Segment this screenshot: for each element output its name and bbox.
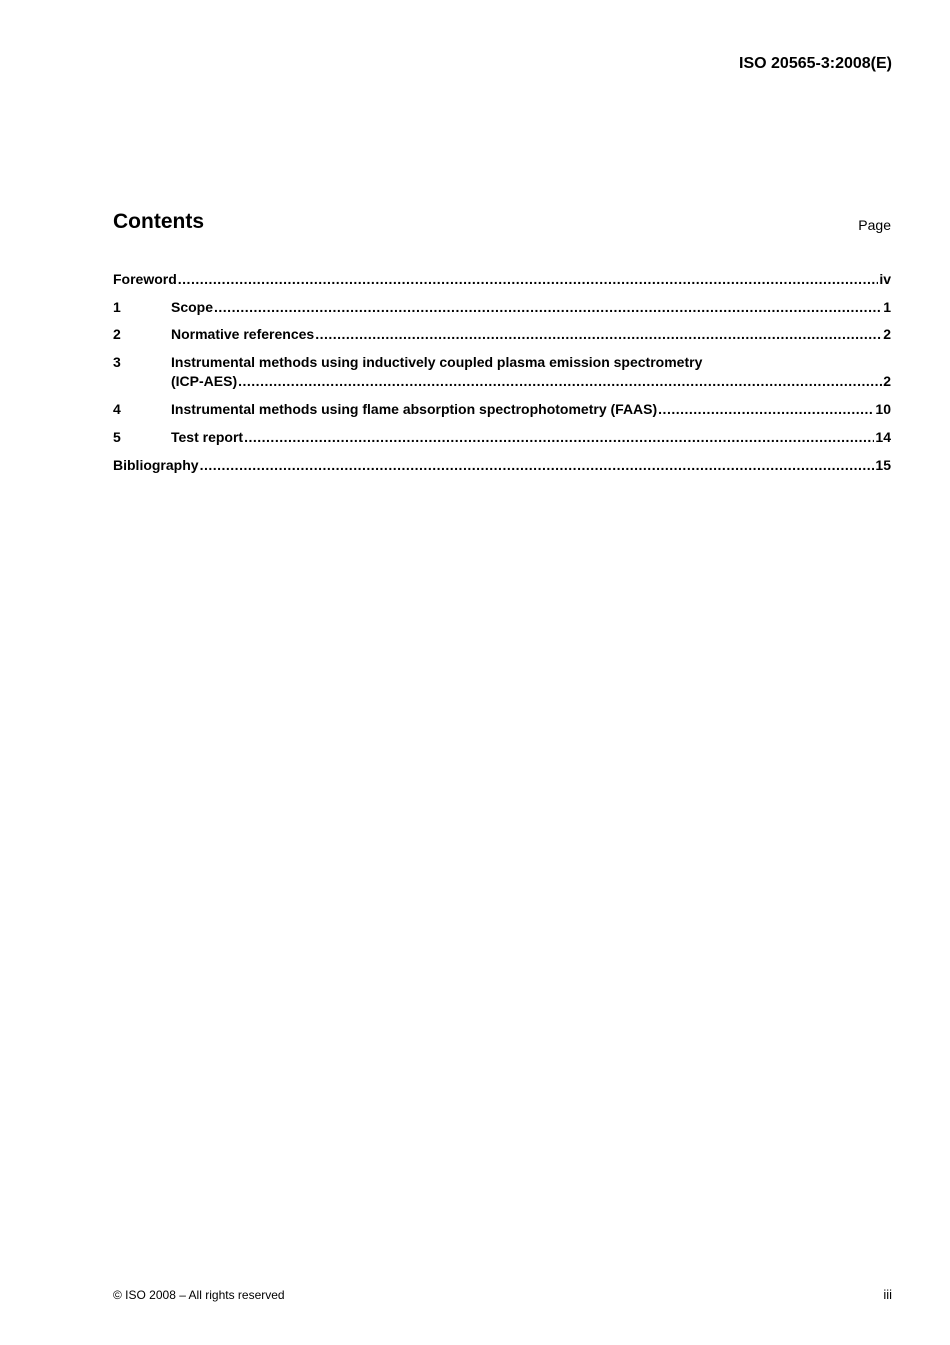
- toc-entry-label: Foreword: [113, 271, 177, 287]
- toc-entry-scope[interactable]: [113, 298, 891, 317]
- toc-entry-label: Bibliography: [113, 457, 199, 473]
- toc-entry-label: (ICP-AES): [171, 373, 238, 389]
- toc-entry-page: 1: [883, 299, 891, 315]
- toc-entry-faas[interactable]: [113, 400, 891, 419]
- toc-entry-foreword[interactable]: [113, 270, 891, 289]
- toc-dot-leader: [315, 325, 882, 344]
- toc-entry-number: 1: [113, 299, 121, 315]
- toc-entry-bibliography[interactable]: [113, 456, 891, 475]
- page-column-label: Page: [858, 217, 891, 233]
- toc-entry-number: 5: [113, 429, 121, 445]
- toc-dot-leader: [244, 428, 874, 447]
- toc-entry-label: Normative references: [171, 326, 315, 342]
- toc-dot-leader: [178, 270, 879, 289]
- toc-entry-label: Test report: [171, 429, 244, 445]
- toc-entry-normative-references[interactable]: [113, 325, 891, 344]
- toc-entry-label: Instrumental methods using flame absorption spectrophotometry (FAAS): [171, 401, 658, 417]
- toc-entry-label: Scope: [171, 299, 214, 315]
- toc-entry-label-line1: Instrumental methods using inductively coupled plasma emission spectrometry: [171, 354, 703, 370]
- toc-entry-page: 2: [883, 326, 891, 342]
- contents-header: [113, 210, 891, 240]
- toc-dot-leader: [214, 298, 882, 317]
- footer-copyright: © ISO 2008 – All rights reserved: [113, 1288, 285, 1302]
- toc-entry-page: 2: [883, 373, 891, 389]
- contents-title: Contents: [113, 210, 204, 233]
- footer-page-number: iii: [883, 1287, 892, 1302]
- toc-entry-page: 10: [875, 401, 891, 417]
- toc-entry-page: 14: [875, 429, 891, 445]
- toc-entry-number: 3: [113, 354, 121, 370]
- table-of-contents: [113, 270, 891, 475]
- toc-entry-number: 4: [113, 401, 121, 417]
- toc-dot-leader: [200, 456, 875, 475]
- toc-dot-leader: [658, 400, 874, 419]
- toc-entry-number: 2: [113, 326, 121, 342]
- toc-dot-leader: [238, 372, 882, 391]
- toc-entry-page: 15: [875, 457, 891, 473]
- toc-entry-icp-aes[interactable]: [113, 353, 891, 391]
- document-id: ISO 20565-3:2008(E): [739, 55, 892, 72]
- toc-entry-page: iv: [879, 271, 891, 287]
- toc-entry-test-report[interactable]: [113, 428, 891, 447]
